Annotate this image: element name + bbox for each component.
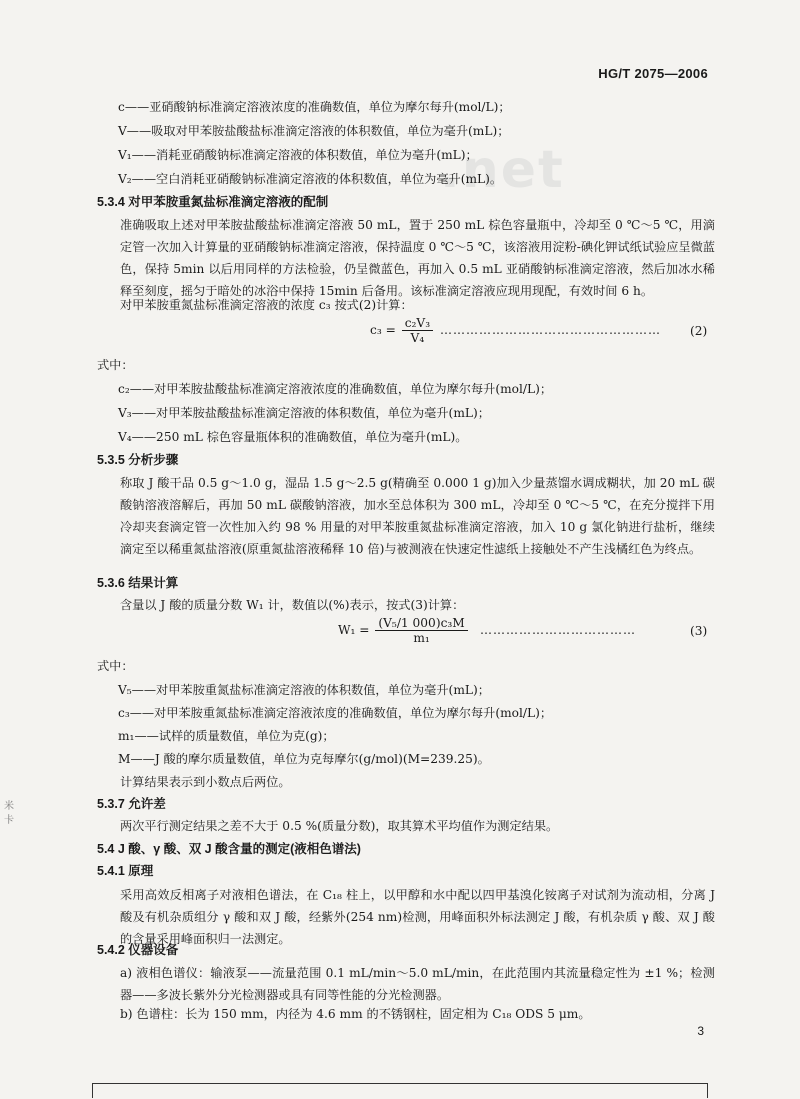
equation-number-2: (2)	[690, 324, 708, 338]
paragraph-537: 两次平行测定结果之差不大于 0.5 %(质量分数)，取其算术平均值作为测定结果。	[120, 819, 559, 833]
definition-v: V——吸取对甲苯胺盐酸盐标准滴定溶液的体积数值，单位为毫升(mL)；	[118, 124, 510, 138]
paragraph-535: 称取 J 酸干品 0.5 g～1.0 g，湿品 1.5 g～2.5 g(精确至 0.000 1 g)加入少量蒸馏水调成糊状，加 20 mL 碳酸钠溶液溶解后，再加 50 mL 碳酸钠溶液，加水至总体积为 300 mL，冷却至 0 ℃～5 ℃，在充分搅拌下用冷却夹套滴定管一次性加入约 98 % 用量的对甲苯胺重氮盐标准滴定溶液，加入 10 g 氯化钠进行盐析，继续滴定至以稀重氮盐溶液(原重氮盐溶液稀释 10 倍)与被测液在快速定性滤纸上接触处不产生浅橘红色为终点。	[120, 476, 715, 556]
definition-c: c——亚硝酸钠标准滴定溶液浓度的准确数值，单位为摩尔每升(mol/L)；	[118, 100, 511, 114]
formula2-lhs: c₃ =	[370, 323, 396, 337]
definition-c2: c₂——对甲苯胺盐酸盐标准滴定溶液浓度的准确数值，单位为摩尔每升(mol/L)；	[118, 382, 553, 396]
section-heading-541: 5.4.1 原理	[97, 864, 154, 878]
formula3-denominator: m₁	[413, 631, 430, 645]
item-a: a) 液相色谱仪：输液泵——流量范围 0.1 mL/min～5.0 mL/min，在此范围内其流量稳定性为 ±1 %；检测器——多波长紫外分光检测器或具有同等性能的分光检测器。	[120, 966, 715, 1002]
section-heading-534: 5.3.4 对甲苯胺重氮盐标准滴定溶液的配制	[97, 195, 329, 209]
formula2-denominator: V₄	[410, 331, 425, 345]
formula2-intro: 对甲苯胺重氮盐标准滴定溶液的浓度 c₃ 按式(2)计算：	[120, 298, 413, 312]
formula-2	[370, 316, 435, 345]
paragraph-541: 采用高效反相离子对液相色谱法，在 C₁₈ 柱上，以甲醇和水中配以四甲基溴化铵离子对试剂为流动相，分离 J 酸及有机杂质组分 γ 酸和双 J 酸，经紫外(254 nm)检测，用峰面积外标法测定 J 酸，有机杂质 γ 酸、双 J 酸的含量采用峰面积归一法测定。	[120, 888, 715, 946]
formula2-fraction	[402, 316, 433, 345]
standard-code: HG/T 2075—2006	[598, 66, 708, 81]
formula3-leader: ………………………………	[480, 623, 636, 637]
definition-v5: V₅——对甲苯胺重氮盐标准滴定溶液的体积数值，单位为毫升(mL)；	[118, 683, 490, 697]
definition-m1: m₁——试样的质量数值，单位为克(g)；	[118, 729, 335, 743]
section-heading-536: 5.3.6 结果计算	[97, 576, 179, 590]
section-heading-535: 5.3.5 分析步骤	[97, 453, 179, 467]
where-label-3: 式中：	[97, 659, 134, 673]
definition-v3: V₃——对甲苯胺盐酸盐标准滴定溶液的体积数值，单位为毫升(mL)；	[118, 406, 490, 420]
section-heading-537: 5.3.7 允许差	[97, 797, 166, 811]
formula2-numerator: c₂V₃	[402, 316, 433, 331]
definition-m: M——J 酸的摩尔质量数值，单位为克每摩尔(g/mol)(M=239.25)。	[118, 752, 490, 766]
definition-v2: V₂——空白消耗亚硝酸钠标准滴定溶液的体积数值，单位为毫升(mL)。	[118, 172, 503, 186]
formula2-leader: ……………………………………………	[440, 323, 661, 337]
definition-v4: V₄——250 mL 棕色容量瓶体积的准确数值，单位为毫升(mL)。	[118, 430, 468, 444]
bottom-border	[92, 1083, 708, 1098]
item-b: b) 色谱柱：长为 150 mm，内径为 4.6 mm 的不锈钢柱，固定相为 C₁₈ ODS 5 μm。	[120, 1007, 591, 1021]
formula3-numerator: (V₅/1 000)c₃M	[375, 616, 467, 631]
margin-marks: 米 卡	[4, 801, 14, 826]
formula3-fraction	[375, 616, 467, 645]
section-heading-54: 5.4 J 酸、γ 酸、双 J 酸含量的测定(液相色谱法)	[97, 842, 361, 856]
calculation-note: 计算结果表示到小数点后两位。	[120, 775, 291, 789]
watermark: .net	[440, 140, 565, 200]
where-label-2: 式中：	[97, 358, 134, 372]
page-number: 3	[697, 1024, 704, 1038]
equation-number-3: (3)	[690, 624, 708, 638]
formula3-lhs: W₁ =	[338, 623, 370, 637]
formula3-intro: 含量以 J 酸的质量分数 W₁ 计，数值以(%)表示，按式(3)计算：	[120, 598, 465, 612]
paragraph-534: 准确吸取上述对甲苯胺盐酸盐标准滴定溶液 50 mL，置于 250 mL 棕色容量瓶中，冷却至 0 ℃～5 ℃，用滴定管一次加入计算量的亚硝酸钠标准滴定溶液，保持温度 0 ℃～5 ℃，该溶液用淀粉-碘化钾试纸试验应呈微蓝色，保持 5min 以后用同样的方法检验，仍呈微蓝色，再加入 0.5 mL 亚硝酸钠标准滴定溶液，然后加冰水稀释至刻度，摇匀于暗处的冰浴中保持 15min 后备用。该标准滴定溶液应现用现配，有效时间 6 h。	[120, 218, 715, 298]
formula-3	[338, 616, 470, 645]
definition-c3: c₃——对甲苯胺重氮盐标准滴定溶液浓度的准确数值，单位为摩尔每升(mol/L)；	[118, 706, 553, 720]
definition-v1: V₁——消耗亚硝酸钠标准滴定溶液的体积数值，单位为毫升(mL)；	[118, 148, 478, 162]
section-heading-542: 5.4.2 仪器设备	[97, 943, 179, 957]
